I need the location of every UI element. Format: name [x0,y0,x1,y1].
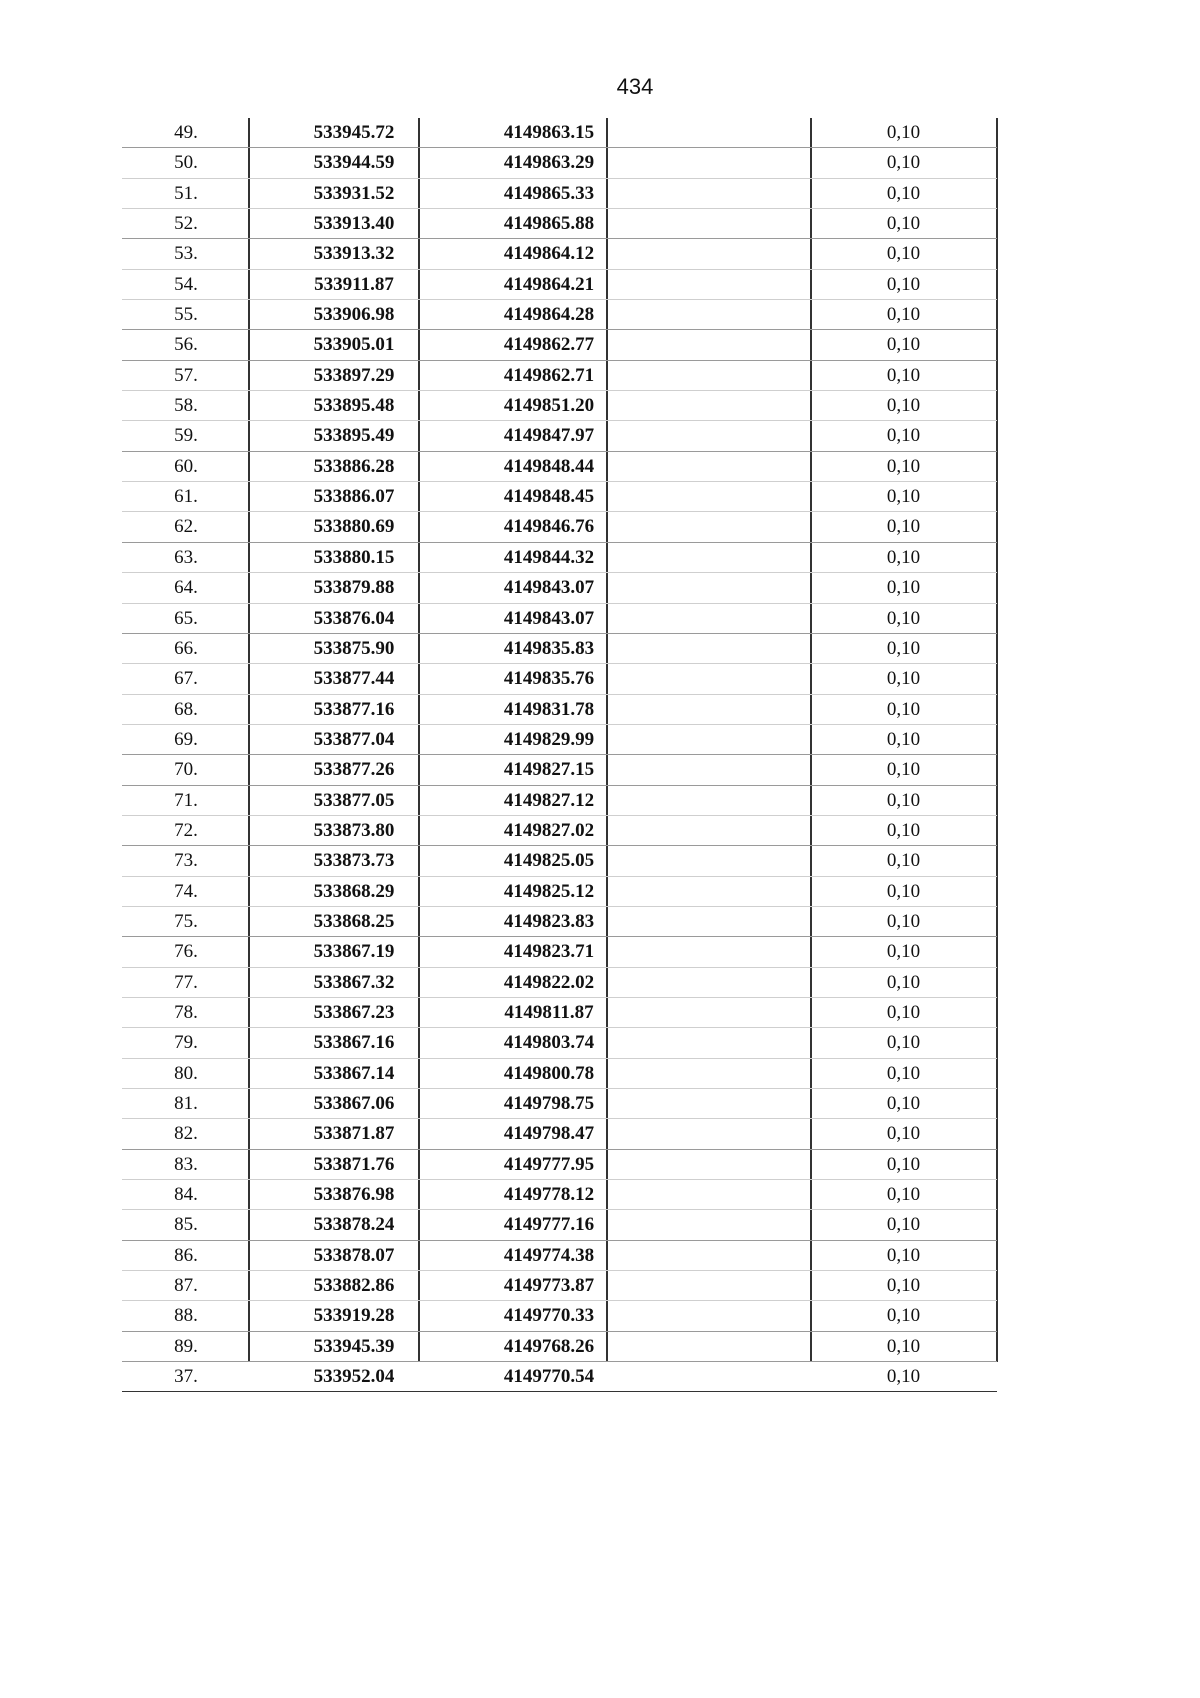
table-row [122,725,997,755]
y-coordinate: 4149847.97 [503,425,595,447]
precision-value: 0,10 [886,637,921,659]
y-coordinate: 4149844.32 [503,546,595,568]
y-coordinate: 4149825.05 [503,850,595,872]
x-coordinate: 533895.48 [313,395,395,417]
precision-value: 0,10 [886,1032,921,1054]
precision-value: 0,10 [886,1001,921,1023]
point-number: 88. [174,1305,198,1327]
point-number: 49. [174,122,198,143]
table-row [122,877,997,907]
precision-value: 0,10 [886,1214,921,1236]
point-number: 71. [174,789,198,811]
precision-value: 0,10 [886,395,921,417]
point-number: 50. [174,152,198,174]
x-coordinate: 533880.15 [313,546,395,568]
y-coordinate: 4149803.74 [503,1032,595,1054]
point-number: 83. [174,1153,198,1175]
precision-value: 0,10 [886,1153,921,1175]
table-row [122,907,997,937]
point-number: 89. [174,1335,198,1357]
point-number: 85. [174,1214,198,1236]
point-number: 69. [174,728,198,750]
point-number: 60. [174,455,198,477]
x-coordinate: 533905.01 [313,334,395,356]
x-coordinate: 533919.28 [313,1305,395,1327]
table-row [122,634,997,664]
x-coordinate: 533868.29 [313,880,395,902]
x-coordinate: 533897.29 [313,364,395,386]
y-coordinate: 4149768.26 [503,1335,595,1357]
point-number: 54. [174,273,198,295]
precision-value: 0,10 [886,1244,921,1266]
table-row [122,664,997,694]
table-row [122,1301,997,1331]
y-coordinate: 4149823.71 [503,941,595,963]
table-row [122,179,997,209]
table-row [122,604,997,634]
point-number: 81. [174,1093,198,1114]
y-coordinate: 4149800.78 [503,1062,595,1084]
point-number: 37. [174,1366,198,1388]
point-number: 56. [174,334,198,356]
point-number: 67. [174,668,198,690]
precision-value: 0,10 [886,759,921,781]
y-coordinate: 4149777.95 [503,1153,595,1175]
y-coordinate: 4149864.12 [503,243,595,265]
x-coordinate: 533877.44 [313,668,395,690]
x-coordinate: 533895.49 [313,425,395,447]
x-coordinate: 533868.25 [313,910,395,932]
x-coordinate: 533876.04 [313,607,395,629]
table-row [122,695,997,725]
point-number: 63. [174,546,198,568]
coordinates-table [122,118,997,1392]
y-coordinate: 4149811.87 [504,1001,594,1023]
y-coordinate: 4149770.33 [503,1305,595,1327]
y-coordinate: 4149848.44 [503,455,595,477]
x-coordinate: 533867.32 [313,971,395,993]
x-coordinate: 533886.07 [313,486,395,508]
precision-value: 0,10 [886,486,921,508]
x-coordinate: 533867.14 [313,1062,395,1084]
y-coordinate: 4149835.83 [503,637,595,659]
x-coordinate: 533873.73 [313,850,395,872]
table-row [122,270,997,300]
precision-value: 0,10 [886,607,921,629]
x-coordinate: 533877.04 [313,728,395,750]
table-row [122,209,997,239]
x-coordinate: 533882.86 [313,1275,395,1297]
precision-value: 0,10 [886,910,921,932]
precision-value: 0,10 [886,728,921,750]
point-number: 87. [174,1275,198,1297]
x-coordinate: 533877.26 [313,759,395,781]
point-number: 73. [174,850,198,872]
table-row [122,1210,997,1240]
table-row [122,816,997,846]
point-number: 53. [174,243,198,265]
x-coordinate: 533867.19 [313,941,395,963]
point-number: 64. [174,577,198,599]
precision-value: 0,10 [886,971,921,993]
x-coordinate: 533886.28 [313,455,395,477]
table-row [122,543,997,573]
y-coordinate: 4149827.02 [503,819,595,841]
x-coordinate: 533913.40 [313,213,395,235]
table-row [122,1241,997,1271]
y-coordinate: 4149846.76 [503,516,595,538]
point-number: 70. [174,759,198,781]
table-row [122,937,997,967]
x-coordinate: 533906.98 [313,304,395,326]
y-coordinate: 4149777.16 [503,1214,595,1236]
precision-value: 0,10 [886,850,921,872]
x-coordinate: 533931.52 [313,182,395,204]
y-coordinate: 4149862.71 [503,364,595,386]
y-coordinate: 4149798.75 [503,1093,595,1114]
table-row [122,1332,997,1362]
precision-value: 0,10 [886,273,921,295]
y-coordinate: 4149865.33 [503,182,595,204]
x-coordinate: 533945.72 [313,122,395,143]
table-row [122,239,997,269]
point-number: 76. [174,941,198,963]
table-row [122,512,997,542]
table-row [122,1028,997,1058]
table-row [122,1089,997,1119]
point-number: 77. [174,971,198,993]
table-row [122,118,997,148]
y-coordinate: 4149864.21 [503,273,595,295]
table-row [122,300,997,330]
y-coordinate: 4149863.15 [503,122,595,143]
precision-value: 0,10 [886,213,921,235]
precision-value: 0,10 [886,182,921,204]
y-coordinate: 4149827.12 [503,789,595,811]
y-coordinate: 4149825.12 [503,880,595,902]
precision-value: 0,10 [886,789,921,811]
y-coordinate: 4149778.12 [503,1184,595,1206]
table-row [122,1180,997,1210]
point-number: 51. [174,182,198,204]
point-number: 62. [174,516,198,538]
y-coordinate: 4149831.78 [503,698,595,720]
x-coordinate: 533913.32 [313,243,395,265]
x-coordinate: 533952.04 [313,1366,395,1388]
point-number: 57. [174,364,198,386]
x-coordinate: 533871.76 [313,1153,395,1175]
table-row [122,998,997,1028]
point-number: 75. [174,910,198,932]
precision-value: 0,10 [886,425,921,447]
y-coordinate: 4149862.77 [503,334,595,356]
page-number: 434 [616,74,654,99]
x-coordinate: 533878.24 [313,1214,395,1236]
y-coordinate: 4149827.15 [503,759,595,781]
point-number: 55. [174,304,198,326]
point-number: 52. [174,213,198,235]
x-coordinate: 533877.16 [313,698,395,720]
precision-value: 0,10 [886,577,921,599]
precision-value: 0,10 [886,304,921,326]
x-coordinate: 533945.39 [313,1335,395,1357]
x-coordinate: 533867.23 [313,1001,395,1023]
y-coordinate: 4149848.45 [503,486,595,508]
y-coordinate: 4149798.47 [503,1123,595,1145]
point-number: 80. [174,1062,198,1084]
y-coordinate: 4149851.20 [503,395,595,417]
x-coordinate: 533880.69 [313,516,395,538]
precision-value: 0,10 [886,152,921,174]
table-row [122,452,997,482]
y-coordinate: 4149770.54 [503,1366,595,1388]
y-coordinate: 4149843.07 [503,607,595,629]
x-coordinate: 533911.87 [314,273,394,295]
point-number: 58. [174,395,198,417]
x-coordinate: 533867.16 [313,1032,395,1054]
x-coordinate: 533875.90 [313,637,395,659]
table-row [122,148,997,178]
point-number: 59. [174,425,198,447]
y-coordinate: 4149823.83 [503,910,595,932]
precision-value: 0,10 [886,1305,921,1327]
table-row [122,482,997,512]
precision-value: 0,10 [886,819,921,841]
y-coordinate: 4149835.76 [503,668,595,690]
table-row [122,846,997,876]
table-row [122,421,997,451]
table-row [122,786,997,816]
y-coordinate: 4149829.99 [503,728,595,750]
point-number: 84. [174,1184,198,1206]
point-number: 82. [174,1123,198,1145]
precision-value: 0,10 [886,1062,921,1084]
precision-value: 0,10 [886,1123,921,1145]
y-coordinate: 4149774.38 [503,1244,595,1266]
precision-value: 0,10 [886,1335,921,1357]
x-coordinate: 533867.06 [313,1093,395,1114]
precision-value: 0,10 [886,1366,921,1388]
y-coordinate: 4149863.29 [503,152,595,174]
precision-value: 0,10 [886,1184,921,1206]
precision-value: 0,10 [886,668,921,690]
point-number: 86. [174,1244,198,1266]
x-coordinate: 533878.07 [313,1244,395,1266]
precision-value: 0,10 [886,122,921,143]
table-row [122,361,997,391]
point-number: 78. [174,1001,198,1023]
x-coordinate: 533871.87 [313,1123,395,1145]
x-coordinate: 533877.05 [313,789,395,811]
point-number: 66. [174,637,198,659]
precision-value: 0,10 [886,698,921,720]
table-row [122,330,997,360]
y-coordinate: 4149864.28 [503,304,595,326]
table-row [122,1362,997,1391]
precision-value: 0,10 [886,243,921,265]
table-row [122,391,997,421]
point-number: 74. [174,880,198,902]
precision-value: 0,10 [886,880,921,902]
table-row [122,1119,997,1149]
y-coordinate: 4149822.02 [503,971,595,993]
table-row [122,1059,997,1089]
x-coordinate: 533873.80 [313,819,395,841]
point-number: 61. [174,486,198,508]
point-number: 65. [174,607,198,629]
x-coordinate: 533876.98 [313,1184,395,1206]
precision-value: 0,10 [886,364,921,386]
precision-value: 0,10 [886,455,921,477]
precision-value: 0,10 [886,334,921,356]
precision-value: 0,10 [886,941,921,963]
y-coordinate: 4149865.88 [503,213,595,235]
precision-value: 0,10 [886,1275,921,1297]
y-coordinate: 4149773.87 [503,1275,595,1297]
precision-value: 0,10 [886,1093,921,1114]
x-coordinate: 533944.59 [313,152,395,174]
point-number: 72. [174,819,198,841]
point-number: 79. [174,1032,198,1054]
table-row [122,1150,997,1180]
x-coordinate: 533879.88 [313,577,395,599]
y-coordinate: 4149843.07 [503,577,595,599]
table-row [122,1271,997,1301]
precision-value: 0,10 [886,546,921,568]
table-row [122,755,997,785]
precision-value: 0,10 [886,516,921,538]
table-row [122,573,997,603]
point-number: 68. [174,698,198,720]
table-row [122,968,997,998]
